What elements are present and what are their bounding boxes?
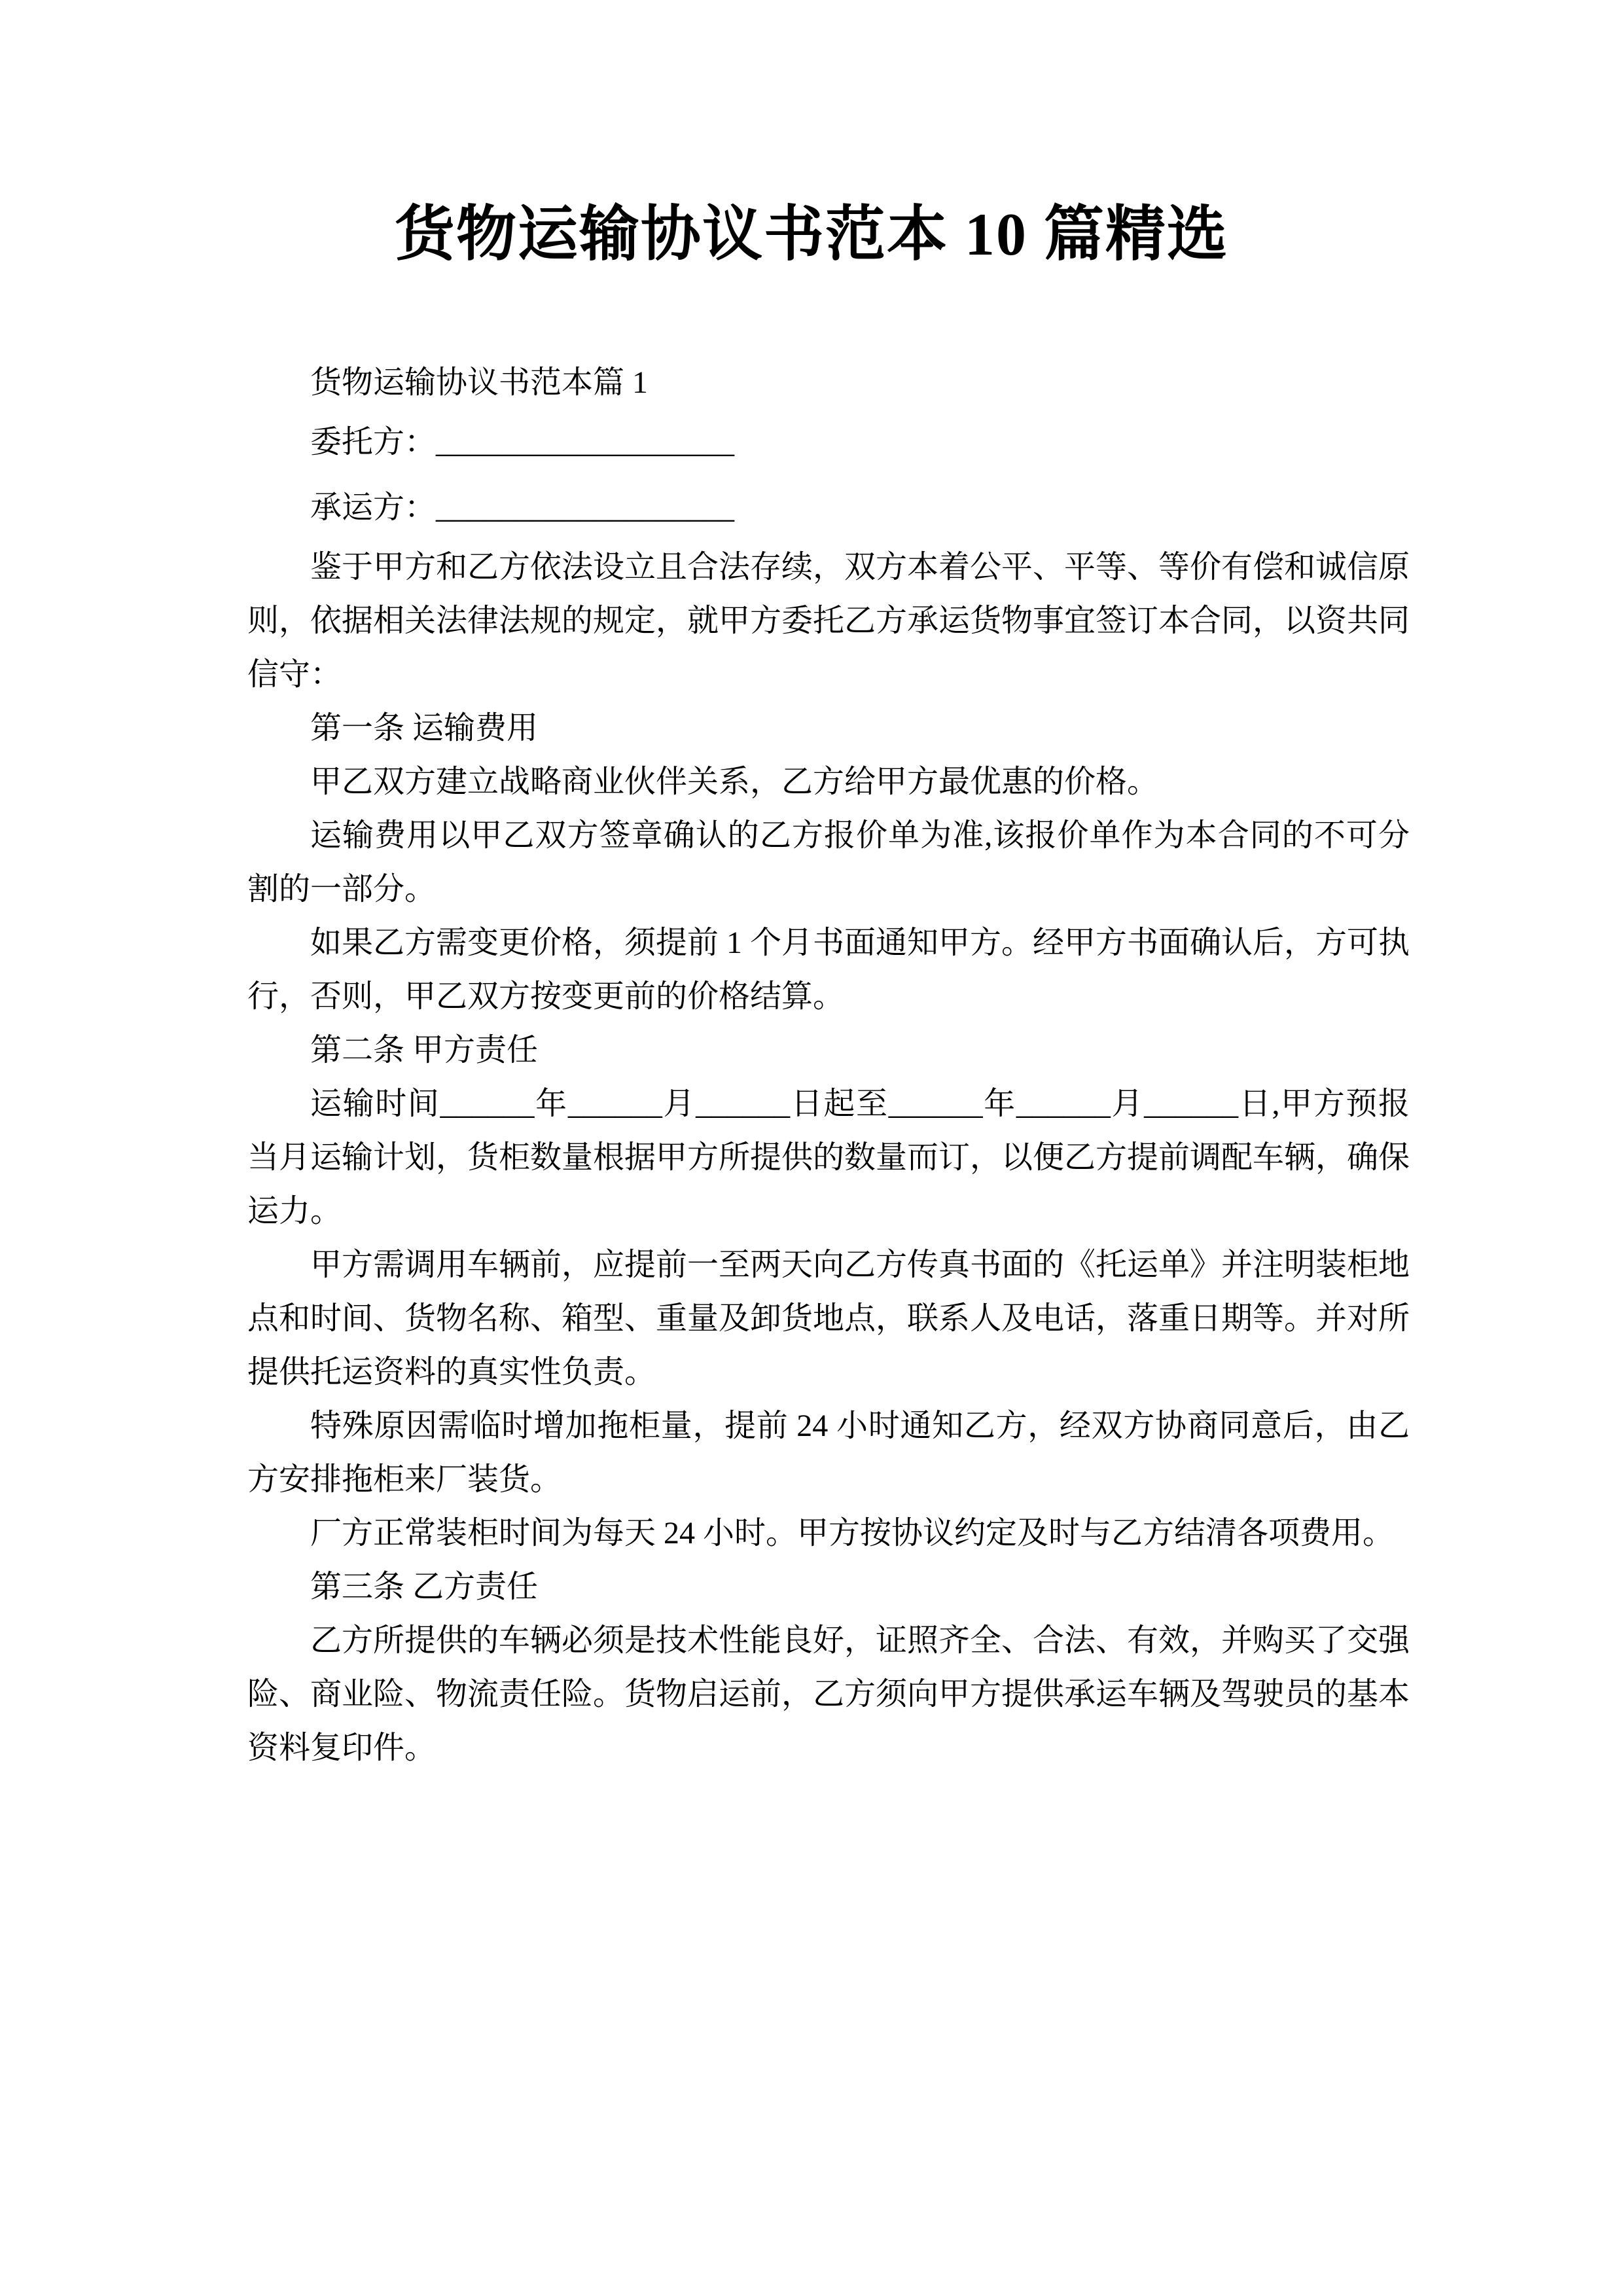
clause-paragraph: 乙方所提供的车辆必须是技术性能良好，证照齐全、合法、有效，并购买了交强险、商业险、物流责任险。货物启运前，乙方须向甲方提供承运车辆及驾驶员的基本资料复印件。: [247, 1623, 1410, 1765]
clause-paragraph: 运输时间______年______月______日起至______年______月______日,甲方预报当月运输计划，货柜数量根据甲方所提供的数量而订，以便乙方提前调配车辆，确保运力。: [247, 1086, 1410, 1229]
field-label: 承运方：: [310, 490, 437, 525]
blank-underline: ___________________: [436, 425, 735, 459]
clause-paragraph: 运输费用以甲乙双方签章确认的乙方报价单为准,该报价单作为本合同的不可分割的一部分。: [247, 818, 1410, 906]
clause-paragraph: 特殊原因需临时增加拖柜量，提前 24 小时通知乙方，经双方协商同意后，由乙方安排拖柜来厂装货。: [247, 1408, 1410, 1497]
clause-paragraph: 如果乙方需变更价格，须提前 1 个月书面通知甲方。经甲方书面确认后，方可执行，否则，甲乙双方按变更前的价格结算。: [247, 925, 1410, 1014]
subtitle-line: 货物运输协议书范本篇 1: [310, 365, 649, 400]
clause-paragraph: 甲方需调用车辆前，应提前一至两天向乙方传真书面的《托运单》并注明装柜地点和时间、货物名称、箱型、重量及卸货地点，联系人及电话，落重日期等。并对所提供托运资料的真实性负责。: [247, 1247, 1410, 1390]
carrier-field-row: [247, 475, 1410, 541]
consignor-field-row: [247, 410, 1410, 475]
preamble-paragraph: 鉴于甲方和乙方依法设立且合法存续，双方本着公平、平等、等价有偿和诚信原则，依据相关法律法规的规定，就甲方委托乙方承运货物事宜签订本合同，以资共同信守：: [247, 550, 1410, 692]
clause-paragraph: 甲乙双方建立战略商业伙伴关系，乙方给甲方最优惠的价格。: [310, 764, 1159, 799]
clause-paragraph: 厂方正常装柜时间为每天 24 小时。甲方按协议约定及时与乙方结清各项费用。: [310, 1516, 1395, 1551]
section-heading-2: 第二条 甲方责任: [310, 1033, 539, 1067]
section-heading-3: 第三条 乙方责任: [310, 1570, 539, 1604]
field-label: 委托方：: [310, 425, 437, 459]
document-title: 货物运输协议书范本 10 篇精选: [394, 201, 1228, 268]
document-body: [247, 356, 1410, 1775]
section-heading-1: 第一条 运输费用: [310, 711, 539, 745]
blank-underline: ___________________: [436, 490, 735, 525]
